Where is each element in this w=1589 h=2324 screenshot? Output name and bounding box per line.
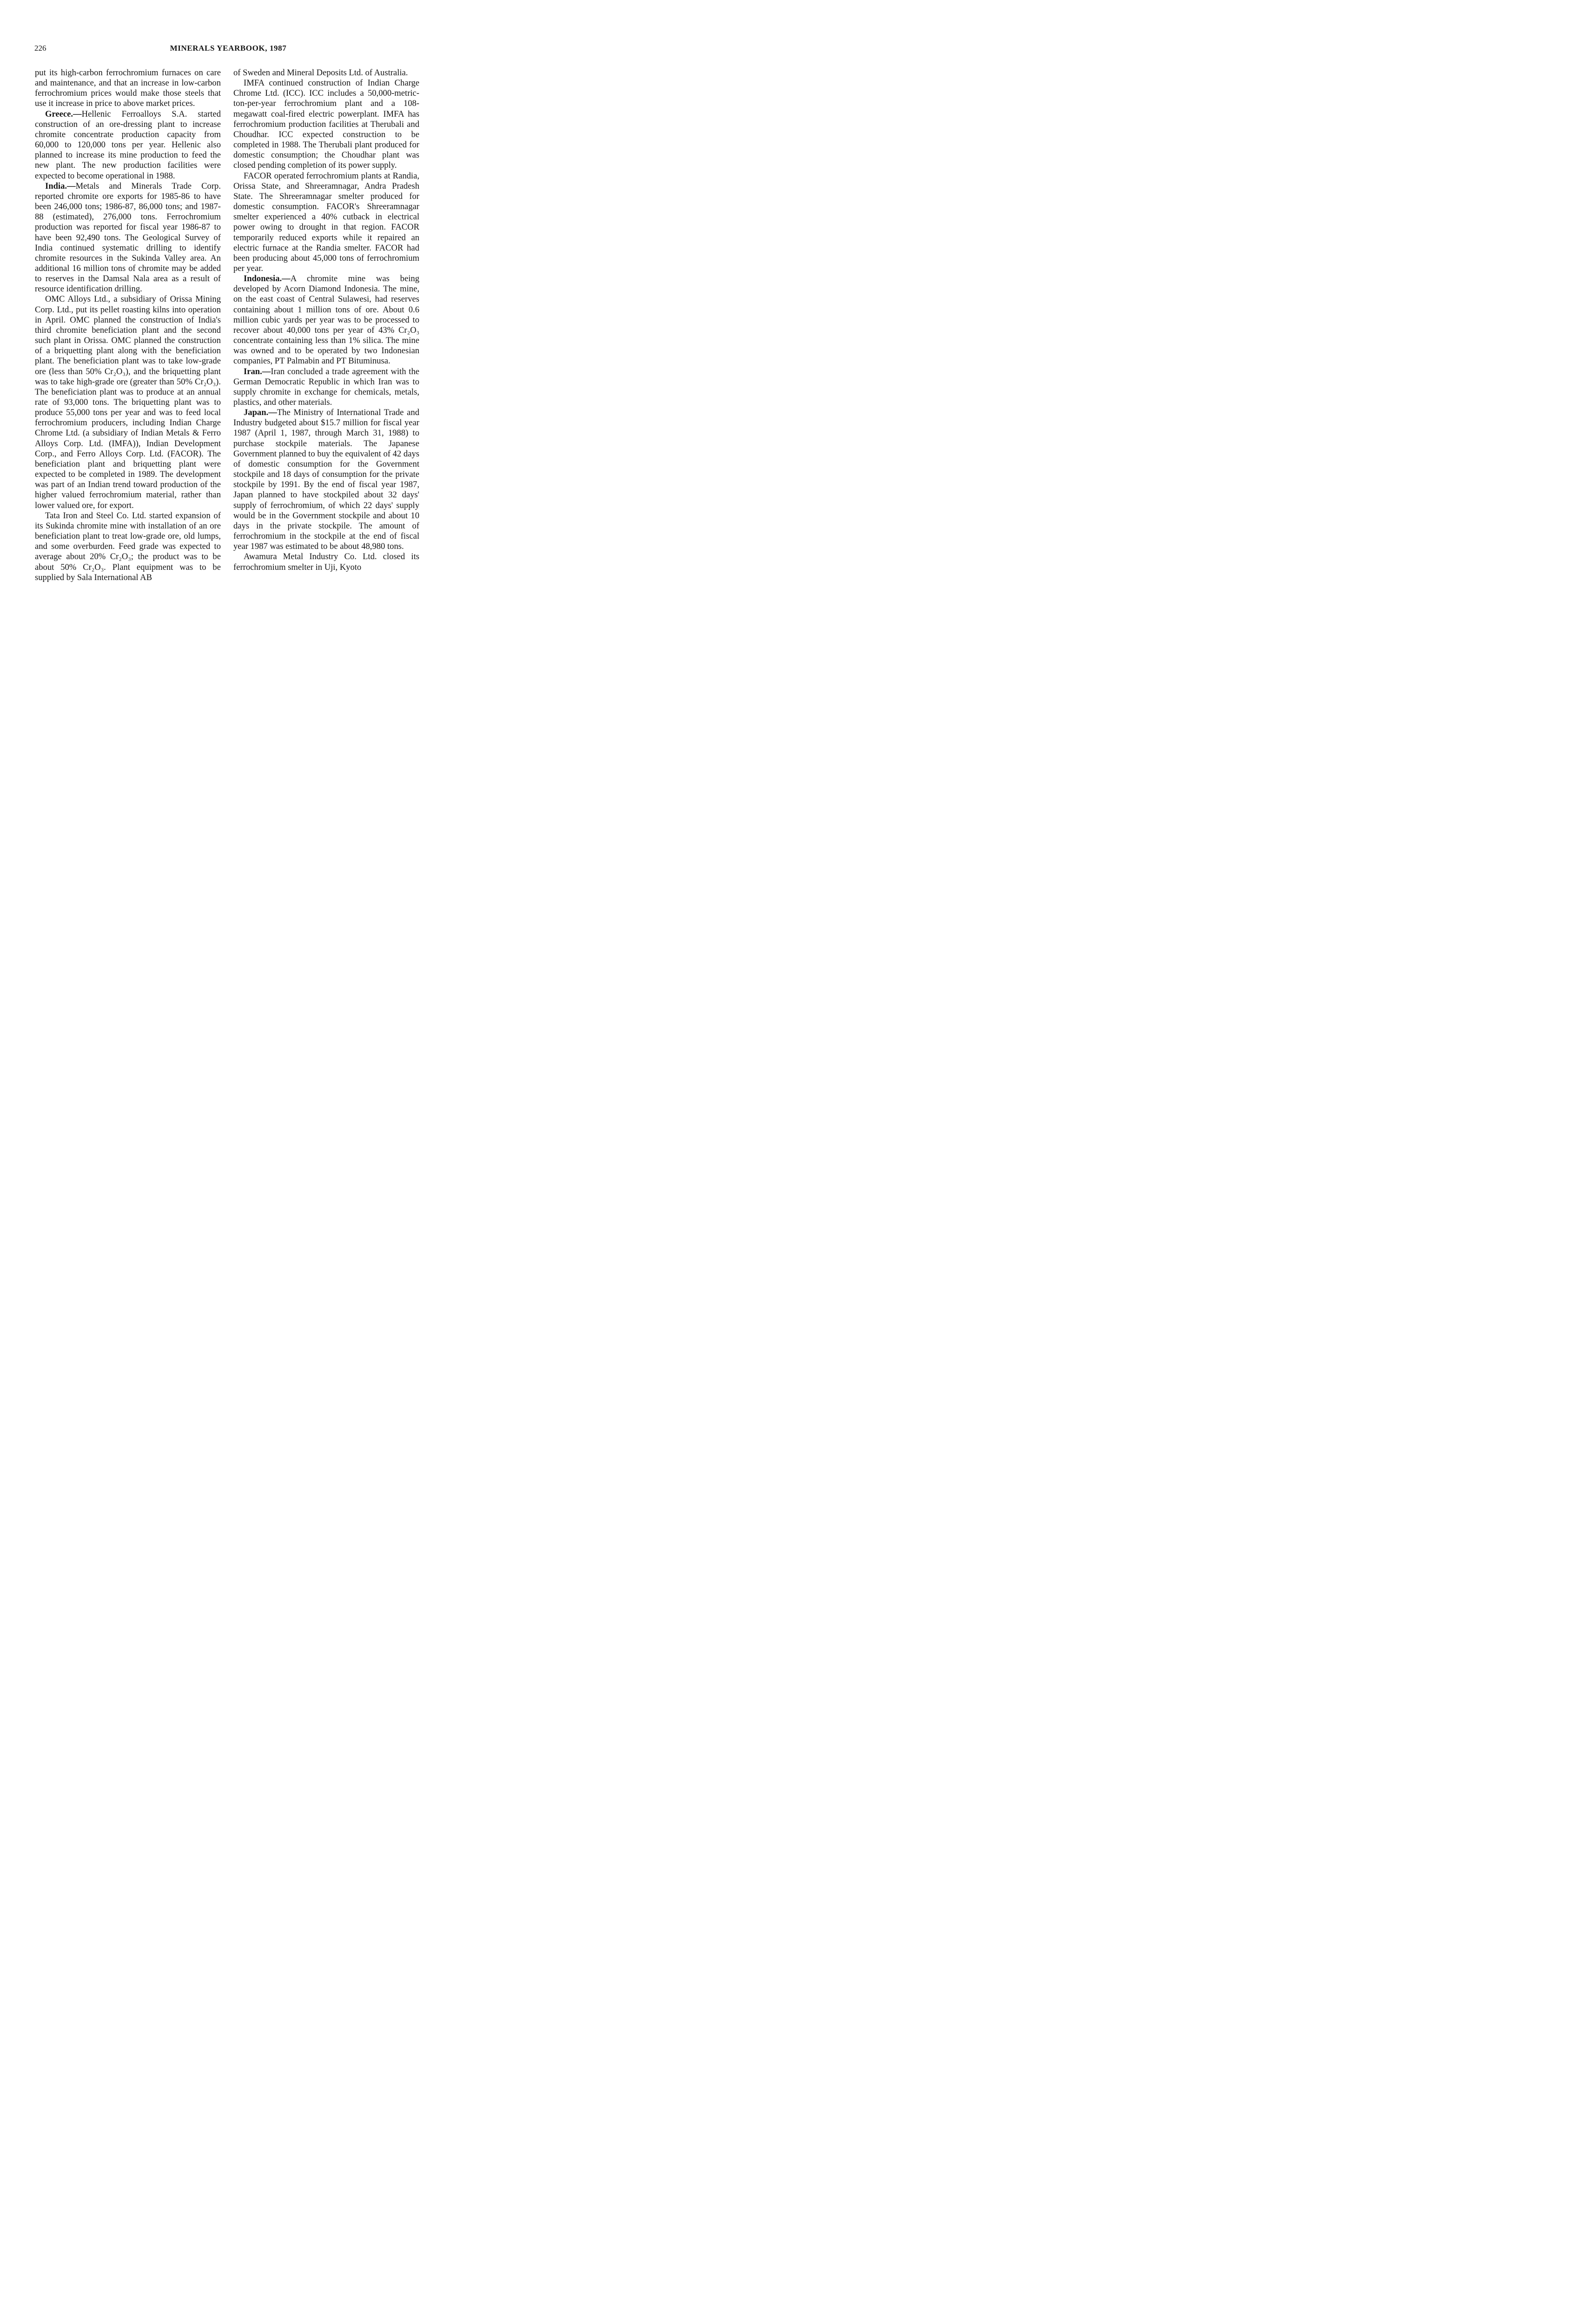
paragraph	[233, 68, 419, 78]
paragraph-text: Awamura Metal Industry Co. Ltd. closed its ferrochromium smelter in Uji, Kyoto	[233, 552, 419, 572]
paragraph-text: Hellenic Ferroalloys S.A. started construction of an ore-dressing plant to increase chromite concentrate production capacity from 60,000 to 120,000 tons per year. Hellenic also planned to increase its mine production to feed the new plant. The new production facilities were expected to become operational in 1988.	[35, 109, 221, 181]
running-title: MINERALS YEARBOOK, 1987	[170, 44, 287, 53]
page-header	[34, 43, 422, 54]
section-heading: India.—	[45, 181, 76, 191]
paragraph-text: Metals and Minerals Trade Corp. reported chromite ore exports for 1985-86 to have been 246,000 tons; 1986-87, 86,000 tons; and 1987-88 (estimated), 276,000 tons. Ferrochromium production was reported for fiscal year 1986-87 to have been 92,490 tons. The Geological Survey of India continued systematic drilling to identify chromite resources in the Sukinda Valley area. An additional 16 million tons of chromite may be added to reserves in the Damsal Nala area as a result of resource identification drilling.	[35, 181, 221, 294]
paragraph-text: IMFA continued construction of Indian Charge Chrome Ltd. (ICC). ICC includes a 50,000-metric-ton-per-year ferrochromium plant and a 108-megawatt coal-fired electric powerplant. IMFA has ferrochromium production facilities at Therubali and Choudhar. ICC expected construction to be completed in 1988. The Therubali plant produced for domestic consumption; the Choudhar plant was closed pending completion of its power supply.	[233, 78, 419, 171]
paragraph	[233, 367, 419, 408]
paragraph	[233, 408, 419, 552]
paragraph-text: of Sweden and Mineral Deposits Ltd. of Australia.	[233, 68, 408, 78]
paragraph	[233, 552, 419, 572]
left-column	[35, 68, 221, 583]
section-heading: Greece.—	[45, 109, 82, 119]
paragraph	[35, 294, 221, 510]
paragraph	[35, 511, 221, 583]
section-heading: Japan.—	[244, 408, 277, 418]
paragraph	[233, 171, 419, 274]
paragraph-text: A chromite mine was being developed by Acorn Diamond Indonesia. The mine, on the east coast of Central Sulawesi, had reserves containing about 1 million tons of ore. About 0.6 million cubic yards per year was to be processed to recover about 40,000 tons per year of 43% Cr₂O₃ concentrate containing less than 1% silica. The mine was owned and to be operated by two Indonesian companies, PT Palmabin and PT Bituminusa.	[233, 274, 419, 366]
paragraph-text: OMC Alloys Ltd., a subsidiary of Orissa Mining Corp. Ltd., put its pellet roasting kilns into operation in April. OMC planned the construction of India's third chromite beneficiation plant and the second such plant in Orissa. OMC planned the construction of a briquetting plant along with the beneficiation plant. The beneficiation plant was to take low-grade ore (less than 50% Cr₂O₃), and the briquetting plant was to take high-grade ore (greater than 50% Cr₂O₃). The beneficiation plant was to produce at an annual rate of 93,000 tons. The briquetting plant was to produce 55,000 tons per year and was to feed local ferrochromium producers, including Indian Charge Chrome Ltd. (a subsidiary of Indian Metals & Ferro Alloys Corp. Ltd. (IMFA)), Indian Development Corp., and Ferro Alloys Corp. Ltd. (FACOR). The beneficiation plant and briquetting plant were expected to be completed in 1989. The development was part of an Indian trend toward production of the higher valued ferrochromium material, rather than lower valued ore, for export.	[35, 294, 221, 510]
section-heading: Iran.—	[244, 366, 271, 376]
right-column	[233, 68, 419, 573]
paragraph-text: put its high-carbon ferrochromium furnaces on care and maintenance, and that an increase in low-carbon ferrochromium prices would make those steels that use it increase in price to above market prices.	[35, 68, 221, 109]
paragraph	[35, 68, 221, 109]
paragraph	[35, 181, 221, 295]
paragraph	[233, 274, 419, 366]
paragraph-text: FACOR operated ferrochromium plants at Randia, Orissa State, and Shreeramnagar, Andra Pradesh State. The Shreeramnagar smelter produced for domestic consumption. FACOR's Shreeramnagar smelter experienced a 40% cutback in electrical power owing to drought in that region. FACOR temporarily reduced exports while it repaired an electric furnace at the Randia smelter. FACOR had been producing about 45,000 tons of ferrochromium per year.	[233, 171, 419, 273]
page-number: 226	[34, 44, 46, 53]
paragraph-text: Tata Iron and Steel Co. Ltd. started expansion of its Sukinda chromite mine with installation of an ore beneficiation plant to treat low-grade ore, old lumps, and some overburden. Feed grade was expected to average about 20% Cr₂O₃; the product was to be about 50% Cr₂O₃. Plant equipment was to be supplied by Sala International AB	[35, 510, 221, 582]
paragraph	[233, 78, 419, 171]
document-page	[0, 0, 465, 745]
paragraph-text: Iran concluded a trade agreement with the German Democratic Republic in which Iran was to supply chromite in exchange for chemicals, metals, plastics, and other materials.	[233, 366, 419, 407]
paragraph-text: The Ministry of International Trade and Industry budgeted about $15.7 million for fiscal year 1987 (April 1, 1987, through March 31, 1988) to purchase stockpile materials. The Japanese Government planned to buy the equivalent of 42 days of domestic consumption for the Government stockpile and 18 days of consumption for the private stockpile by 1991. By the end of fiscal year 1987, Japan planned to have stockpiled about 32 days' supply of ferrochromium, of which 22 days' supply would be in the Government stockpile and about 10 days in the private stockpile. The amount of ferrochromium in the stockpile at the end of fiscal year 1987 was estimated to be about 48,980 tons.	[233, 408, 419, 552]
section-heading: Indonesia.—	[244, 274, 291, 284]
paragraph	[35, 109, 221, 181]
